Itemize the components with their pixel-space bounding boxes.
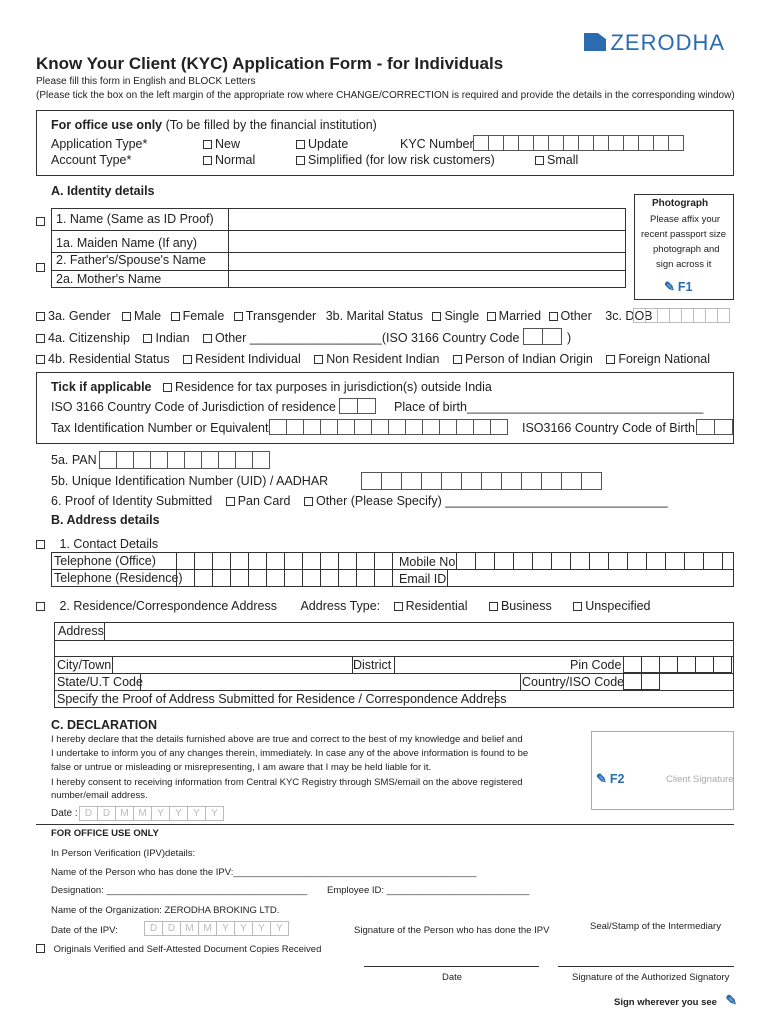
sign-wherever-label: Sign wherever you see — [614, 997, 717, 1008]
f1-label: F1 — [677, 280, 693, 294]
iso-jurisdiction-boxes[interactable] — [340, 398, 376, 414]
designation-field[interactable]: Designation: ______________________________________ — [51, 885, 308, 896]
male-checkbox[interactable] — [122, 312, 131, 321]
declaration-line-2: I undertake to inform you of any changes therein, immediately. In case any of the above information is found to be — [51, 748, 529, 759]
employee-id-field[interactable]: Employee ID: ___________________________ — [327, 885, 530, 896]
office-only-heading: FOR OFFICE USE ONLY — [51, 828, 159, 839]
tick-label: Tick if applicable — [51, 380, 152, 394]
single-checkbox[interactable] — [432, 312, 441, 321]
tax-residence-checkbox[interactable] — [163, 383, 172, 392]
father-change-checkbox[interactable] — [36, 263, 45, 272]
f2-label: F2 — [609, 772, 625, 786]
addr-business-label: Business — [500, 599, 552, 613]
tel-res-label: Telephone (Residence) — [54, 571, 183, 585]
tel-office-boxes[interactable] — [177, 552, 393, 570]
proof-address-label: Specify the Proof of Address Submitted for Residence / Correspondence Address — [57, 692, 507, 706]
contact-label: 1. Contact Details — [59, 537, 159, 551]
client-signature-label: Client Signature — [666, 774, 734, 785]
country-boxes[interactable] — [624, 673, 660, 690]
poi-other-checkbox[interactable] — [304, 497, 313, 506]
office-heading-bold: For office use only — [51, 118, 163, 132]
addr-business-checkbox[interactable] — [489, 602, 498, 611]
foreign-checkbox[interactable] — [606, 355, 615, 364]
transgender-label: Transgender — [245, 309, 317, 323]
indian-checkbox[interactable] — [143, 334, 152, 343]
resident-label: Resident Individual — [195, 352, 301, 366]
declaration-date-boxes[interactable]: D D M M Y Y Y Y — [80, 806, 224, 821]
seal-label: Seal/Stamp of the Intermediary — [590, 921, 721, 932]
indian-label: Indian — [155, 331, 190, 345]
office-use-heading — [51, 118, 377, 132]
poi-row — [51, 494, 668, 508]
residential-row — [36, 352, 710, 366]
declaration-line-4: I hereby consent to receiving information from Central KYC Registry through SMS/email on the above registered — [51, 777, 523, 788]
label: Simplified (for low risk customers) — [308, 153, 495, 167]
kyc-number-boxes[interactable] — [474, 135, 684, 151]
app-type-new[interactable] — [203, 137, 240, 151]
checkbox[interactable] — [203, 156, 212, 165]
zerodha-logo-icon — [584, 31, 606, 51]
gender-label: 3a. Gender — [48, 309, 111, 323]
acct-type-simplified[interactable] — [296, 153, 495, 167]
photo-line-3: photograph and — [653, 244, 720, 255]
declaration-line-1: I hereby declare that the details furnished above are true and correct to the best of my knowledge and belief and — [51, 734, 523, 745]
uid-boxes[interactable] — [362, 472, 602, 490]
photo-title: Photograph — [652, 198, 709, 209]
instruction-1: Please fill this form in English and BLOCK Letters — [36, 76, 256, 87]
citizen-iso-boxes[interactable] — [524, 328, 562, 345]
close-paren: ) — [567, 331, 572, 345]
checkbox[interactable] — [296, 156, 305, 165]
iso-jurisdiction-label: ISO 3166 Country Code of Jurisdiction of residence — [51, 400, 336, 414]
declaration-heading: C. DECLARATION — [51, 718, 158, 732]
addr-residential-label: Residential — [405, 599, 468, 613]
pio-label: Person of Indian Origin — [464, 352, 593, 366]
originals-row — [36, 944, 321, 955]
declaration-line-3: false or untrue or misleading or misrepresenting, I am aware that I may be held liable for it. — [51, 762, 432, 773]
ipv-label: In Person Verification (IPV)details: — [51, 848, 196, 859]
pan-card-checkbox[interactable] — [226, 497, 235, 506]
tax-residence-label: Residence for tax purposes in jurisdiction(s) outside India — [175, 380, 492, 394]
nri-label: Non Resident Indian — [326, 352, 440, 366]
male-label: Male — [134, 309, 162, 323]
pin-boxes[interactable] — [624, 656, 732, 673]
identity-heading: A. Identity details — [51, 184, 155, 198]
tel-office-label: Telephone (Office) — [54, 554, 156, 568]
name-change-checkbox[interactable] — [36, 217, 45, 226]
poi-label: 6. Proof of Identity Submitted — [51, 494, 213, 508]
photo-line-1: Please affix your — [650, 214, 721, 225]
ipv-signature-label: Signature of the Person who has done the IPV — [354, 925, 550, 936]
checkbox[interactable] — [535, 156, 544, 165]
photo-line-2: recent passport size — [641, 229, 727, 240]
place-of-birth[interactable]: Place of birth__________________________________ — [394, 400, 704, 414]
organization-label: Name of the Organization: ZERODHA BROKING LTD. — [51, 905, 280, 916]
account-type-label: Account Type* — [51, 153, 132, 167]
checkbox[interactable] — [36, 355, 45, 364]
application-type-label: Application Type* — [51, 137, 148, 151]
female-checkbox[interactable] — [171, 312, 180, 321]
declaration-line-5: number/email address. — [51, 790, 148, 801]
mother-name-label: 2a. Mother's Name — [56, 272, 162, 286]
addr-type-label: Address Type: — [300, 599, 381, 613]
married-label: Married — [498, 309, 542, 323]
date-ipv-label: Date of the IPV: — [51, 925, 118, 936]
pen-icon: ✎ — [725, 992, 738, 1008]
citizenship-label: 4a. Citizenship — [48, 331, 130, 345]
maiden-name-label: 1a. Maiden Name (If any) — [56, 236, 198, 250]
gender-row — [36, 309, 653, 323]
date-signature-label: Date — [442, 972, 463, 983]
country-label: Country/ISO Code — [522, 675, 625, 689]
dob-label: 3c. DOB — [605, 309, 653, 323]
pen-icon: ✎ — [664, 279, 675, 294]
zerodha-wordmark: ZERODHA — [610, 30, 726, 55]
dob-boxes[interactable] — [634, 308, 730, 323]
nri-checkbox[interactable] — [314, 355, 323, 364]
iso-birth-label: ISO3166 Country Code of Birth — [522, 421, 696, 435]
ipv-date-boxes[interactable]: D D M M Y Y Y Y — [145, 921, 289, 936]
tel-res-boxes[interactable] — [177, 569, 393, 587]
pan-card-label: Pan Card — [237, 494, 291, 508]
corr-change-checkbox[interactable] — [36, 602, 45, 611]
sign-wherever-note — [614, 992, 737, 1010]
zerodha-logo — [584, 30, 725, 56]
pan-label: 5a. PAN — [51, 453, 97, 467]
pan-boxes[interactable] — [100, 451, 270, 469]
photo-line-4: sign across it — [656, 259, 712, 270]
father-name-label: 2. Father's/Spouse's Name — [56, 253, 206, 267]
other-label: Other — [560, 309, 592, 323]
single-label: Single — [444, 309, 480, 323]
pin-label: Pin Code — [570, 658, 622, 672]
originals-label: Originals Verified and Self-Attested Document Copies Received — [53, 944, 322, 955]
other-citizen-label: Other ___________________(ISO 3166 Country Code — [215, 331, 520, 345]
city-label: City/Town — [57, 658, 112, 672]
poi-other-label: Other (Please Specify) ________________________________ — [315, 494, 668, 508]
page-title: Know Your Client (KYC) Application Form - for Individuals — [36, 54, 504, 73]
declaration-date-label: Date : — [51, 808, 78, 819]
corr-label: 2. Residence/Correspondence Address — [59, 599, 277, 613]
label: New — [215, 137, 241, 151]
contact-change-checkbox[interactable] — [36, 540, 45, 549]
marital-label: 3b. Marital Status — [325, 309, 423, 323]
married-checkbox[interactable] — [487, 312, 496, 321]
address-label: Address — [58, 624, 104, 638]
other-citizen-checkbox[interactable] — [203, 334, 212, 343]
checkbox[interactable] — [36, 334, 45, 343]
other-marital-checkbox[interactable] — [549, 312, 558, 321]
pen-icon: ✎ — [596, 771, 607, 786]
resident-checkbox[interactable] — [183, 355, 192, 364]
tin-label: Tax Identification Number or Equivalent — [51, 421, 269, 435]
instruction-2: (Please tick the box on the left margin of the appropriate row where CHANGE/CORRECTION is required and provide the details in the corresponding window) — [36, 90, 735, 101]
addr-unspecified-checkbox[interactable] — [573, 602, 582, 611]
state-label: State/U.T Code — [57, 675, 143, 689]
checkbox[interactable] — [36, 312, 45, 321]
pio-checkbox[interactable] — [453, 355, 462, 364]
authorized-signature-label: Signature of the Authorized Signatory — [572, 972, 730, 983]
foreign-label: Foreign National — [618, 352, 711, 366]
corr-row — [36, 599, 651, 613]
residential-label: 4b. Residential Status — [48, 352, 170, 366]
ipv-name-field[interactable]: Name of the Person who has done the IPV:______________________________________________ — [51, 867, 477, 878]
mobile-label: Mobile No — [399, 555, 456, 569]
district-label: District — [353, 658, 392, 672]
office-heading-sub: (To be filled by the financial institution) — [165, 118, 377, 132]
acct-type-normal[interactable] — [203, 153, 255, 167]
kyc-number-label: KYC Number — [400, 137, 474, 151]
checkbox[interactable] — [203, 140, 212, 149]
citizenship-row — [36, 331, 519, 345]
mobile-boxes[interactable] — [457, 552, 723, 570]
transgender-checkbox[interactable] — [234, 312, 243, 321]
originals-checkbox[interactable] — [36, 944, 45, 953]
email-field[interactable] — [447, 569, 448, 587]
name-label: 1. Name (Same as ID Proof) — [56, 212, 214, 226]
female-label: Female — [182, 309, 225, 323]
email-label: Email ID — [399, 572, 447, 586]
label: Update — [308, 137, 349, 151]
address-heading: B. Address details — [51, 513, 160, 527]
checkbox[interactable] — [296, 140, 305, 149]
tax-tick-row — [51, 380, 492, 394]
addr-unspecified-label: Unspecified — [585, 599, 651, 613]
iso-birth-boxes[interactable] — [697, 419, 733, 435]
addr-residential-checkbox[interactable] — [394, 602, 403, 611]
f1-marker — [664, 278, 693, 296]
app-type-update[interactable] — [296, 137, 348, 151]
contact-row — [36, 537, 158, 551]
label: Small — [547, 153, 579, 167]
f2-marker — [596, 770, 625, 788]
tin-boxes[interactable] — [270, 419, 508, 435]
uid-label: 5b. Unique Identification Number (UID) / AADHAR — [51, 474, 329, 488]
label: Normal — [215, 153, 256, 167]
acct-type-small[interactable] — [535, 153, 578, 167]
